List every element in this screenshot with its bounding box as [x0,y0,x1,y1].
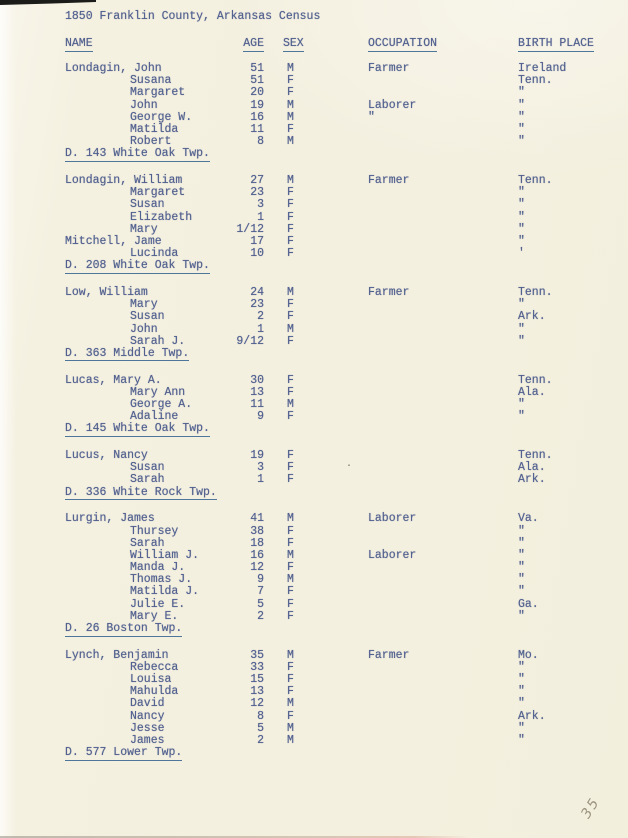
birthplace-cell: Tenn. [518,174,553,187]
name-cell: Lucus, Nancy [65,449,148,463]
name-cell: Elizabeth [130,210,193,224]
birthplace-cell: Va. [518,512,539,526]
sex-cell: F [287,310,294,324]
age-cell: 1 [257,322,264,336]
census-row [65,87,615,99]
sex-cell: M [287,721,294,735]
birthplace-cell: " [518,135,525,149]
name-cell: Mary E. [130,609,179,623]
occupation-cell: " [368,110,375,124]
name-cell: Mitchell, Jame [65,234,162,248]
paper-left-edge [0,0,16,838]
age-cell: 30 [250,373,264,387]
name-cell: Louisa [130,673,172,687]
name-cell: John [130,322,158,336]
sex-cell: M [287,398,294,411]
family-block [65,287,615,360]
birthplace-cell: Tenn. [518,449,553,463]
birthplace-cell: " [518,322,525,336]
birthplace-cell: " [518,673,525,687]
sex-cell: F [287,685,294,699]
name-cell: Jesse [130,721,165,735]
family-block [65,175,615,273]
birthplace-cell: " [518,210,525,224]
birthplace-cell: " [518,334,525,348]
name-cell: David [130,697,165,711]
census-row [65,698,615,710]
birthplace-cell: " [518,685,525,699]
occupation-cell: Farmer [368,286,410,299]
name-cell: Mary [130,298,158,312]
occupation-cell: Farmer [368,174,410,187]
age-cell: 11 [250,398,264,411]
age-cell: 7 [257,585,264,599]
column-header-occupation: OCCUPATION [368,37,438,50]
census-row [65,586,615,598]
dwelling-footer-text: D. 208 White Oak Twp. [65,259,210,273]
sex-cell: M [287,322,294,336]
age-cell: 17 [250,234,264,248]
age-cell: 23 [250,186,264,200]
age-cell: 20 [250,86,264,100]
birthplace-cell: " [518,98,525,112]
name-cell: Lucas, Mary A. [65,373,162,387]
age-cell: 1 [257,473,264,487]
sex-cell: F [287,709,294,723]
name-cell: Nancy [130,709,165,723]
birthplace-cell: " [518,548,525,562]
age-cell: 12 [250,561,264,575]
birthplace-cell: Ark. [518,310,546,324]
age-cell: 1 [257,210,264,224]
sex-cell: M [287,573,294,587]
sex-cell: F [287,210,294,224]
sex-cell: M [287,697,294,711]
name-cell: Londagin, John [65,62,162,75]
birthplace-cell: " [518,410,525,424]
dwelling-footer [65,348,615,360]
name-cell: Mary [130,222,158,236]
name-cell: Lucinda [130,247,179,261]
birthplace-cell: " [518,609,525,623]
family-block [65,513,615,635]
name-cell: Rebecca [130,660,179,674]
age-cell: 2 [257,609,264,623]
sex-cell: F [287,222,294,236]
name-cell: George W. [130,110,193,124]
census-row [65,311,615,323]
sex-cell: F [287,449,294,463]
birthplace-cell: " [518,585,525,599]
sex-cell: F [287,536,294,550]
name-cell: Matilda [130,122,179,136]
age-cell: 35 [250,648,264,662]
column-header-age: AGE [243,37,264,50]
sex-cell: M [287,648,294,662]
dwelling-footer-text: D. 336 White Rock Twp. [65,485,217,499]
name-cell: Susana [130,74,172,88]
birthplace-cell: Ark. [518,709,546,723]
dwelling-footer-text: D. 363 Middle Twp. [65,346,190,360]
name-cell: Thomas J. [130,573,193,587]
age-cell: 8 [257,709,264,723]
birthplace-cell: " [518,222,525,236]
sex-cell: F [287,234,294,248]
census-row [65,513,615,525]
age-cell: 13 [250,385,264,399]
dwelling-footer [65,747,615,759]
sex-cell: F [287,198,294,212]
name-cell: Londagin, William [65,174,183,187]
column-header-name: NAME [65,37,93,50]
sex-cell: F [287,373,294,387]
dwelling-footer-text: D. 26 Boston Twp. [65,622,183,635]
occupation-cell: Farmer [368,62,410,75]
age-cell: 5 [257,597,264,611]
family-block [65,650,615,760]
birthplace-cell: " [518,721,525,735]
sex-cell: F [287,461,294,475]
birthplace-cell: " [518,198,525,212]
age-cell: 27 [250,174,264,187]
age-cell: 41 [250,512,264,526]
sex-cell: M [287,734,294,747]
birthplace-cell: Ala. [518,461,546,475]
sex-cell: F [287,122,294,136]
column-header-sex: SEX [283,37,304,50]
name-cell: Julie E. [130,597,186,611]
birthplace-cell: " [518,561,525,575]
name-cell: Susan [130,310,165,324]
sex-cell: M [287,548,294,562]
occupation-cell: Laborer [368,512,417,526]
birthplace-cell: " [518,734,525,747]
dwelling-footer [65,487,615,499]
dwelling-footer [65,423,615,435]
sex-cell: M [287,135,294,149]
name-cell: Manda J. [130,561,186,575]
family-block [65,375,615,436]
ink-speck: . [346,459,353,470]
age-cell: 16 [250,548,264,562]
census-row [65,526,615,538]
birthplace-cell: " [518,573,525,587]
age-cell: 9 [257,573,264,587]
dwelling-footer [65,260,615,272]
birthplace-cell: " [518,110,525,124]
name-cell: Susan [130,461,165,475]
birthplace-cell: " [518,234,525,248]
birthplace-cell: " [518,660,525,674]
age-cell: 5 [257,721,264,735]
family-block [65,63,615,161]
name-cell: Margaret [130,86,186,100]
age-cell: 3 [257,461,264,475]
sex-cell: F [287,298,294,312]
census-row [65,324,615,336]
birthplace-cell: " [518,122,525,136]
age-cell: 19 [250,449,264,463]
dwelling-footer [65,623,615,635]
age-cell: 15 [250,673,264,687]
census-row [65,375,615,387]
family-block [65,450,615,499]
age-cell: 51 [250,74,264,88]
sex-cell: M [287,98,294,112]
name-cell: James [130,734,165,747]
age-cell: 16 [250,110,264,124]
occupation-cell: Laborer [368,98,417,112]
name-cell: Susan [130,198,165,212]
name-cell: Sarah [130,473,165,487]
sex-cell: F [287,385,294,399]
occupation-cell: Laborer [368,548,417,562]
page-title: 1850 Franklin County, Arkansas Census [65,10,321,23]
census-row [65,199,615,211]
birthplace-cell: " [518,186,525,200]
birthplace-cell: " [518,524,525,538]
column-header-birthplace: BIRTH PLACE [518,37,594,50]
sex-cell: F [287,524,294,538]
age-cell: 9/12 [236,334,264,348]
name-cell: Adaline [130,410,179,424]
sex-cell: F [287,473,294,487]
name-cell: Lurgin, James [65,512,155,526]
sex-cell: F [287,597,294,611]
sex-cell: F [287,86,294,100]
dwelling-footer [65,148,615,160]
name-cell: William J. [130,548,200,562]
birthplace-cell: Tenn. [518,373,553,387]
age-cell: 12 [250,697,264,711]
sex-cell: M [287,174,294,187]
age-cell: 3 [257,198,264,212]
age-cell: 1/12 [236,222,264,236]
birthplace-cell: " [518,298,525,312]
birthplace-cell: ' [518,247,525,261]
sex-cell: M [287,62,294,75]
age-cell: 24 [250,286,264,299]
sex-cell: M [287,110,294,124]
age-cell: 18 [250,536,264,550]
name-cell: Robert [130,135,172,149]
age-cell: 9 [257,410,264,424]
name-cell: Mary Ann [130,385,186,399]
name-cell: Matilda J. [130,585,200,599]
census-row [65,599,615,611]
birthplace-cell: Tenn. [518,286,553,299]
age-cell: 13 [250,685,264,699]
sex-cell: F [287,609,294,623]
sex-cell: F [287,74,294,88]
table-header-row [65,38,615,50]
age-cell: 10 [250,247,264,261]
census-table-body [65,63,615,774]
name-cell: John [130,98,158,112]
sex-cell: F [287,673,294,687]
handwritten-page-number: 35 [578,794,604,822]
birthplace-cell: Ga. [518,597,539,611]
age-cell: 8 [257,135,264,149]
sex-cell: F [287,247,294,261]
sex-cell: F [287,334,294,348]
age-cell: 51 [250,62,264,75]
birthplace-cell: Ark. [518,473,546,487]
name-cell: Sarah [130,536,165,550]
dwelling-footer-text: D. 143 White Oak Twp. [65,147,210,161]
age-cell: 23 [250,298,264,312]
sex-cell: F [287,410,294,424]
sex-cell: F [287,561,294,575]
sex-cell: M [287,512,294,526]
birthplace-cell: " [518,398,525,411]
census-row [65,711,615,723]
age-cell: 11 [250,122,264,136]
birthplace-cell: " [518,86,525,100]
name-cell: Lynch, Benjamin [65,648,169,662]
name-cell: Mahulda [130,685,179,699]
birthplace-cell: " [518,697,525,711]
name-cell: Sarah J. [130,334,186,348]
census-row [65,474,615,486]
dwelling-footer-text: D. 145 White Oak Twp. [65,422,210,436]
age-cell: 2 [257,310,264,324]
name-cell: George A. [130,398,193,411]
age-cell: 19 [250,98,264,112]
sex-cell: F [287,660,294,674]
birthplace-cell: Ireland [518,62,567,75]
census-row [65,100,615,112]
age-cell: 33 [250,660,264,674]
birthplace-cell: Mo. [518,648,539,662]
birthplace-cell: Ala. [518,385,546,399]
birthplace-cell: " [518,536,525,550]
sex-cell: F [287,585,294,599]
scan-artifact-top-edge [0,0,96,5]
name-cell: Low, William [65,286,148,299]
sex-cell: F [287,186,294,200]
name-cell: Margaret [130,186,186,200]
age-cell: 2 [257,734,264,747]
sex-cell: M [287,286,294,299]
age-cell: 38 [250,524,264,538]
census-row [65,212,615,224]
birthplace-cell: Tenn. [518,74,553,88]
occupation-cell: Farmer [368,648,410,662]
name-cell: Thursey [130,524,179,538]
dwelling-footer-text: D. 577 Lower Twp. [65,746,183,760]
